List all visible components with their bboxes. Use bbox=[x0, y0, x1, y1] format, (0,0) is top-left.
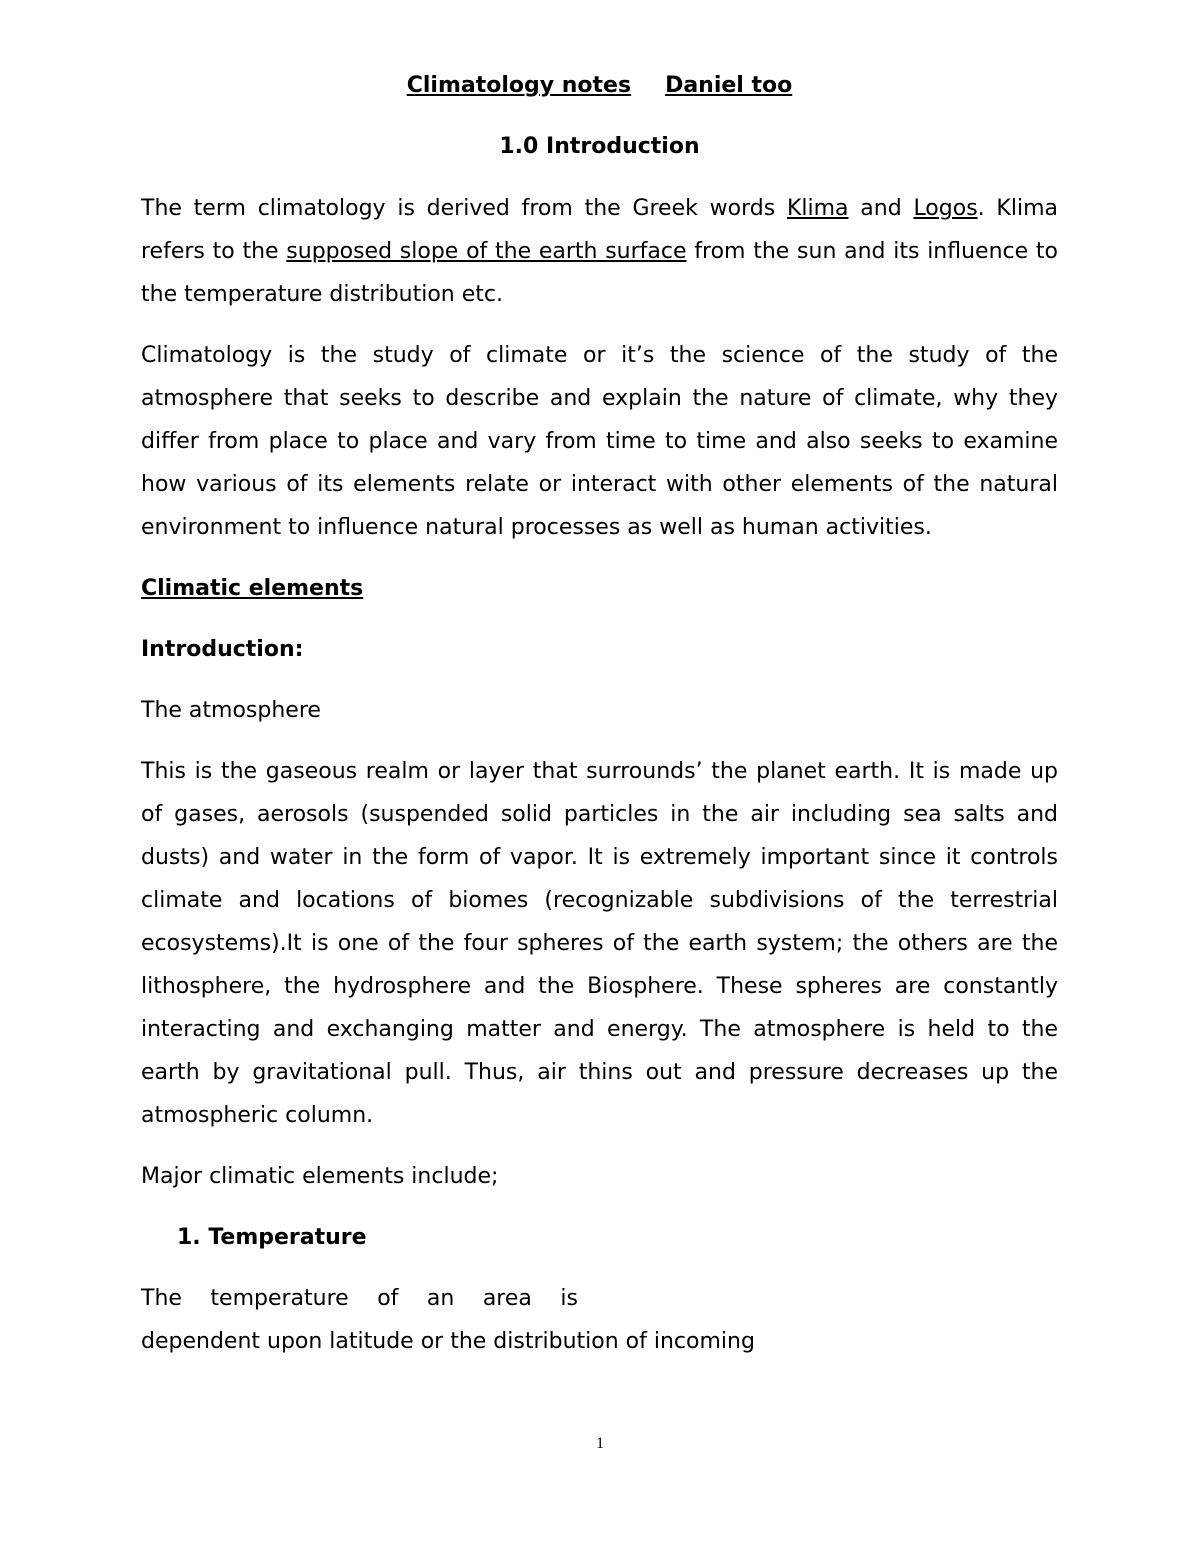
page-number: 1 bbox=[596, 1435, 604, 1452]
slope-phrase: supposed slope of the earth surface bbox=[286, 239, 687, 264]
introduction-subheading: Introduction: bbox=[141, 637, 304, 662]
temperature-line-2: dependent upon latitude or the distribution of incoming bbox=[141, 1329, 755, 1354]
temp-word: of bbox=[377, 1286, 399, 1311]
title-left: Climatology notes bbox=[406, 73, 632, 98]
climatic-elements-heading: Climatic elements bbox=[141, 576, 364, 601]
intro-text-c: . Klima refers to the bbox=[141, 196, 1058, 264]
temp-word: temperature bbox=[210, 1286, 349, 1311]
intro-text-b: and bbox=[848, 196, 914, 221]
atmosphere-paragraph: This is the gaseous realm or layer that surrounds’ the planet earth. It is made up of gases, aerosols (suspended solid particles in the air including sea salts and dusts) and water in the form of vapor. It is extremely important since it controls climate and locations of biomes (recognizable subdivisions of the terrestrial ecosystems).It is one of the four spheres of the earth system; the others are the lithosphere, the hydrosphere and the Biosphere. These spheres are constantly interacting and exchanging matter and energy. The atmosphere is held to the earth by gravitational pull. Thus, air thins out and pressure decreases up the atmospheric column. bbox=[141, 759, 1058, 1128]
temp-word: The bbox=[141, 1286, 182, 1311]
temperature-heading: 1. Temperature bbox=[177, 1225, 367, 1250]
document-title bbox=[141, 64, 1058, 108]
temperature-line-1 bbox=[141, 1277, 578, 1320]
major-elements-line: Major climatic elements include; bbox=[141, 1164, 499, 1189]
temp-word: an bbox=[426, 1286, 455, 1311]
document-page bbox=[141, 64, 1058, 1363]
title-right: Daniel too bbox=[665, 73, 793, 98]
term-klima: Klima bbox=[786, 196, 849, 221]
atmosphere-label: The atmosphere bbox=[141, 698, 321, 723]
intro-paragraph-1 bbox=[141, 187, 1058, 316]
intro-text-a: The term climatology is derived from the Greek words bbox=[141, 196, 787, 221]
intro-text-d: from the sun and its influence to the temperature distribution etc. bbox=[141, 239, 1058, 307]
intro-paragraph-2: Climatology is the study of climate or it’s the science of the study of the atmosphere that seeks to describe and explain the nature of climate, why they differ from place to place and vary from time to time and also seeks to examine how various of its elements relate or interact with other elements of the natural environment to influence natural processes as well as human activities. bbox=[141, 343, 1058, 540]
term-logos: Logos bbox=[913, 196, 978, 221]
temp-word: area bbox=[482, 1286, 532, 1311]
section-title: 1.0 Introduction bbox=[499, 134, 700, 159]
temp-word: is bbox=[560, 1286, 578, 1311]
